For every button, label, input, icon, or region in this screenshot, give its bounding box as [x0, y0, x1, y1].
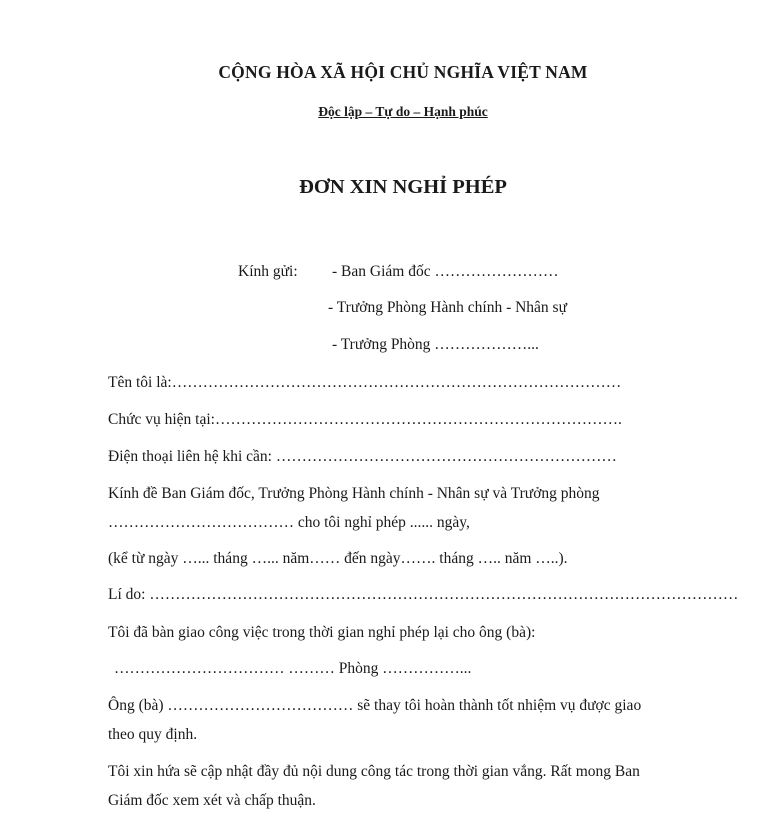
nation-heading: CỘNG HÒA XÃ HỘI CHỦ NGHĨA VIỆT NAM: [218, 62, 588, 82]
commitment-line-2: Giám đốc xem xét và chấp thuận.: [108, 792, 316, 809]
handover-line-1: Tôi đã bàn giao công việc trong thời gian nghỉ phép lại cho ông (bà):: [108, 624, 536, 641]
name-line: Tên tôi là:……………………………………………………………………………: [108, 374, 622, 391]
document-title: ĐƠN XIN NGHỈ PHÉP: [299, 176, 507, 198]
recipient-department: - Trưởng Phòng ………………...: [332, 336, 539, 353]
handover-line-2: …………………………… ……… Phòng ……………...: [114, 660, 472, 677]
period-line: (kể từ ngày …... tháng …... năm…… đến ngày……. tháng ….. năm …..).: [108, 550, 568, 567]
phone-line: Điện thoại liên hệ khi cần: …………………………………………………………: [108, 448, 617, 465]
recipients-label: Kính gửi:: [238, 263, 298, 280]
reason-line: Lí do: ……………………………………………………………………………………………………: [108, 586, 739, 603]
commitment-line-1: Tôi xin hứa sẽ cập nhật đầy đủ nội dung công tác trong thời gian vắng. Rất mong Ban: [108, 763, 640, 780]
request-line-2: ……………………………… cho tôi nghỉ phép ...... ngày,: [108, 514, 470, 531]
request-line-1: Kính đề Ban Giám đốc, Trưởng Phòng Hành chính - Nhân sự và Trưởng phòng: [108, 485, 600, 502]
replacement-line-1: Ông (bà) ……………………………… sẽ thay tôi hoàn thành tốt nhiệm vụ được giao: [108, 697, 642, 714]
motto-line: Độc lập – Tự do – Hạnh phúc: [318, 104, 488, 119]
recipient-hr: - Trưởng Phòng Hành chính - Nhân sự: [328, 299, 567, 316]
position-line: Chức vụ hiện tại:…………………………………………………………………….: [108, 411, 622, 428]
recipient-board: - Ban Giám đốc ……………………: [332, 263, 559, 280]
replacement-line-2: theo quy định.: [108, 726, 198, 743]
